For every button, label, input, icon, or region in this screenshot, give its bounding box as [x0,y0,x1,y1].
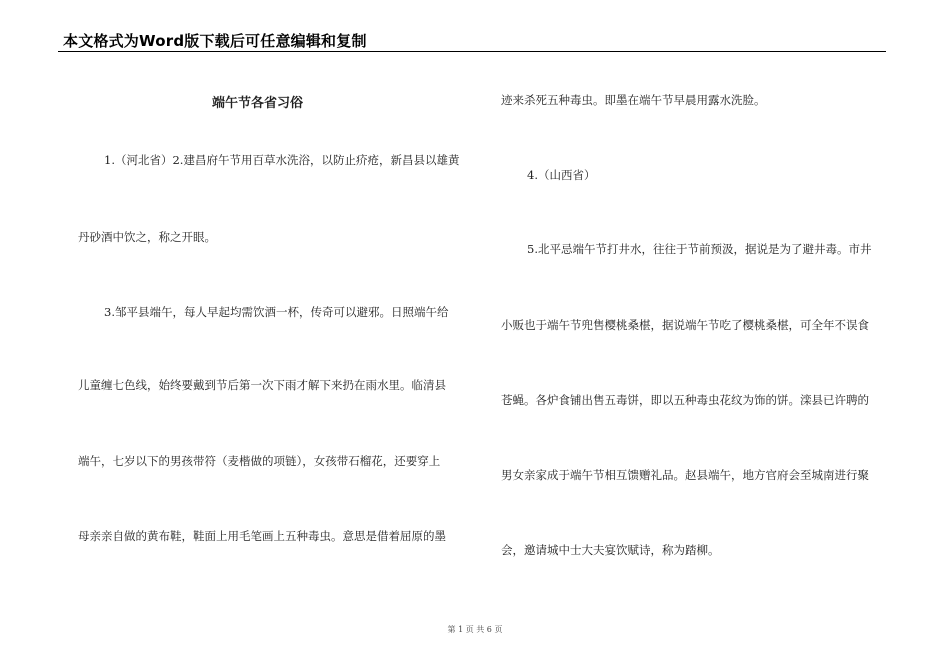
left-line-6: 母亲亲自做的黄布鞋，鞋面上用毛笔画上五种毒虫。意思是借着屈原的墨 [78,529,446,543]
right-line-6: 男女亲家成于端午节相互馈赠礼品。赵县端午，地方官府会至城南进行聚 [501,468,869,482]
page-indicator: 第 1 页 共 6 页 [447,625,503,634]
right-line-7: 会，邀请城中士大夫宴饮赋诗，称为踏柳。 [501,543,720,557]
header-divider [58,51,886,52]
left-line-1: 1.（河北省）2.建昌府午节用百草水洗浴，以防止疥疮，新昌县以雄黄 [104,153,460,167]
document-title: 端午节各省习俗 [212,96,304,111]
left-line-4: 儿童缠七色线，始终要戴到节后第一次下雨才解下来扔在雨水里。临清县 [78,378,446,392]
right-line-1: 迹来杀死五种毒虫。即墨在端午节早晨用露水洗脸。 [501,93,766,107]
left-line-5: 端午，七岁以下的男孩带符（麦楷做的项链），女孩带石榴花，还要穿上 [78,454,441,468]
right-line-5: 苍蝇。各炉食铺出售五毒饼，即以五种毒虫花纹为饰的饼。滦县已许聘的 [501,393,869,407]
left-line-3: 3.邹平县端午，每人早起均需饮酒一杯，传奇可以避邪。日照端午给 [104,305,449,319]
right-line-2: 4.（山西省） [527,168,596,182]
left-line-2: 丹砂酒中饮之，称之开眼。 [78,230,216,244]
download-banner: 本文格式为Word版下载后可任意编辑和复制 [63,32,367,50]
right-line-4: 小贩也于端午节兜售樱桃桑椹，据说端午节吃了樱桃桑椹，可全年不误食 [501,318,869,332]
right-line-3: 5.北平忌端午节打井水，往往于节前预汲，据说是为了避井毒。市井 [527,242,872,256]
